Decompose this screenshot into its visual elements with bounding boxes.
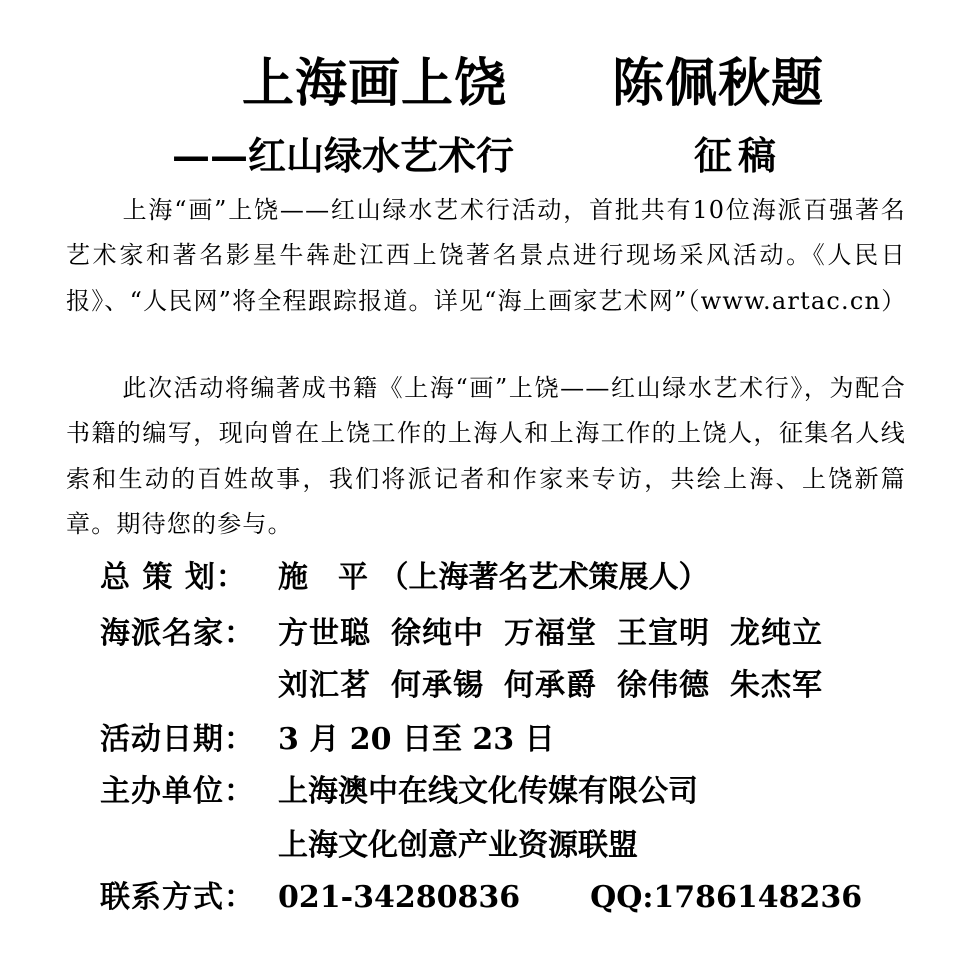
- page-subtitle: ——红山绿水艺术行: [172, 133, 515, 178]
- organizer-secondary: 上海文化创意产业资源联盟: [278, 828, 638, 863]
- contact-phone: 021-34280836: [278, 880, 521, 915]
- dates-value: 3 月 20 日至 23 日: [278, 722, 555, 757]
- artist-name: 何承爵: [504, 668, 597, 703]
- paragraph-intro: [66, 188, 906, 324]
- paragraph-intro-text: 上海“画”上饶——红山绿水艺术行活动，首批共有10位海派百强著名艺术家和著名影星牛犇赴江西上饶著名景点进行现场采风活动。《人民日报》、“人民网”将全程跟踪报道。详见“海上画家艺术网”（www.artac.cn）: [66, 196, 907, 315]
- artist-name: 何承锡: [391, 668, 484, 703]
- dates-label: 活动日期：: [100, 722, 255, 757]
- contact-label: 联系方式：: [100, 880, 255, 915]
- artists-label: 海派名家：: [100, 616, 255, 651]
- call-for-submissions: 征稿: [694, 133, 783, 178]
- title-row: [0, 52, 968, 122]
- title-signature: 陈佩秋题: [612, 53, 825, 114]
- artist-name: 万福堂: [504, 616, 597, 651]
- planner-label: 总 策 划：: [100, 560, 247, 595]
- contact-row: [100, 878, 862, 918]
- artist-name: 方世聪: [278, 616, 371, 651]
- page-title: 上海画上饶: [242, 53, 508, 114]
- artists-row-1: [100, 614, 843, 654]
- artist-name: 徐纯中: [391, 616, 484, 651]
- planner-row: [100, 558, 708, 598]
- artist-name: 徐伟德: [617, 668, 710, 703]
- organizers-label: 主办单位：: [100, 774, 255, 809]
- organizers-row: [100, 772, 698, 812]
- paragraph-call: [66, 366, 906, 547]
- artist-name: 朱杰军: [730, 668, 823, 703]
- artists-row-2: [278, 666, 843, 706]
- organizer-primary: 上海澳中在线文化传媒有限公司: [278, 774, 698, 809]
- subtitle-row: [0, 130, 968, 182]
- contact-qq: QQ:1786148236: [590, 880, 863, 915]
- artist-name: 龙纯立: [730, 616, 823, 651]
- paragraph-call-text: 此次活动将编著成书籍《上海“画”上饶——红山绿水艺术行》，为配合书籍的编写，现向曾在上饶工作的上海人和上海工作的上饶人，征集名人线索和生动的百姓故事，我们将派记者和作家来专访，共绘上海、上饶新篇章。期待您的参与。: [66, 374, 906, 538]
- organizers-row-2: [278, 826, 638, 866]
- artist-name: 刘汇茗: [278, 668, 371, 703]
- artist-name: 王宣明: [617, 616, 710, 651]
- dates-row: [100, 720, 555, 760]
- planner-value: 施 平 （上海著名艺术策展人）: [278, 560, 709, 595]
